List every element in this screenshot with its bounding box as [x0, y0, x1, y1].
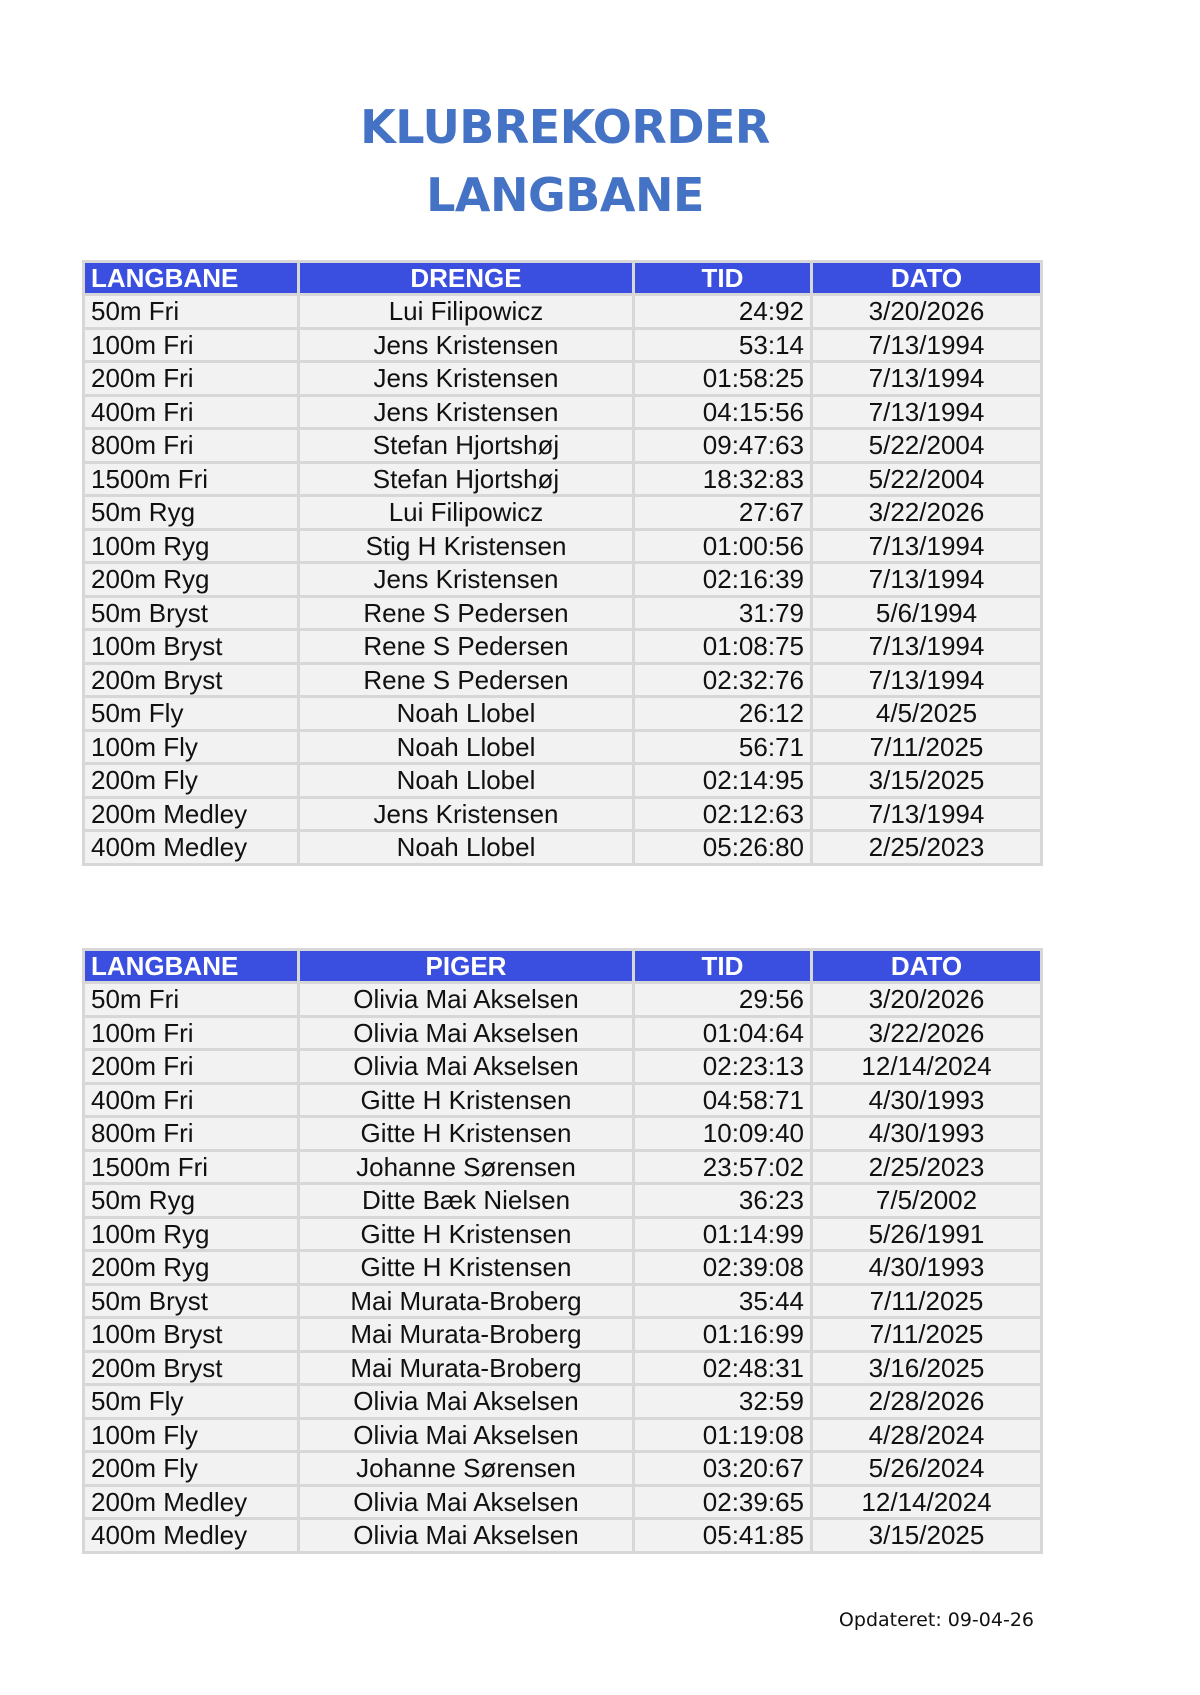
time-cell: 02:48:31 [634, 1351, 812, 1385]
date-cell: 5/6/1994 [812, 596, 1042, 630]
table-row [84, 831, 1042, 865]
date-cell: 12/14/2024 [812, 1485, 1042, 1519]
girls-records-table [82, 948, 1043, 1554]
table-row [84, 630, 1042, 664]
swimmer-cell: Mai Murata-Broberg [299, 1284, 634, 1318]
swimmer-cell: Olivia Mai Akselsen [299, 1385, 634, 1419]
time-cell: 05:26:80 [634, 831, 812, 865]
swimmer-cell: Jens Kristensen [299, 362, 634, 396]
table-row [84, 764, 1042, 798]
event-cell: 50m Ryg [84, 1184, 299, 1218]
swimmer-cell: Mai Murata-Broberg [299, 1351, 634, 1385]
table-row [84, 362, 1042, 396]
swimmer-cell: Noah Llobel [299, 764, 634, 798]
time-cell: 01:58:25 [634, 362, 812, 396]
event-cell: 1500m Fri [84, 1150, 299, 1184]
event-cell: 200m Ryg [84, 1251, 299, 1285]
swimmer-cell: Noah Llobel [299, 831, 634, 865]
time-cell: 09:47:63 [634, 429, 812, 463]
date-cell: 3/20/2026 [812, 983, 1042, 1017]
date-cell: 7/11/2025 [812, 730, 1042, 764]
column-header-date: DATO [812, 950, 1042, 983]
table-row [84, 496, 1042, 530]
event-cell: 200m Medley [84, 797, 299, 831]
table-row [84, 1519, 1042, 1553]
date-cell: 7/5/2002 [812, 1184, 1042, 1218]
swimmer-cell: Rene S Pedersen [299, 596, 634, 630]
event-cell: 50m Fri [84, 295, 299, 329]
time-cell: 01:00:56 [634, 529, 812, 563]
event-cell: 200m Bryst [84, 1351, 299, 1385]
event-cell: 50m Fri [84, 983, 299, 1017]
event-cell: 200m Fri [84, 1050, 299, 1084]
event-cell: 200m Fly [84, 764, 299, 798]
date-cell: 4/30/1993 [812, 1251, 1042, 1285]
table-row [84, 1452, 1042, 1486]
column-header-swimmer: DRENGE [299, 262, 634, 295]
date-cell: 5/22/2004 [812, 429, 1042, 463]
table-row [84, 1050, 1042, 1084]
date-cell: 4/30/1993 [812, 1117, 1042, 1151]
time-cell: 18:32:83 [634, 462, 812, 496]
time-cell: 31:79 [634, 596, 812, 630]
event-cell: 200m Fly [84, 1452, 299, 1486]
table-row [84, 1217, 1042, 1251]
date-cell: 3/16/2025 [812, 1351, 1042, 1385]
table-row [84, 1385, 1042, 1419]
swimmer-cell: Olivia Mai Akselsen [299, 1485, 634, 1519]
swimmer-cell: Olivia Mai Akselsen [299, 1016, 634, 1050]
table-row [84, 1016, 1042, 1050]
swimmer-cell: Gitte H Kristensen [299, 1217, 634, 1251]
event-cell: 800m Fri [84, 429, 299, 463]
time-cell: 04:15:56 [634, 395, 812, 429]
table-row [84, 1251, 1042, 1285]
event-cell: 50m Ryg [84, 496, 299, 530]
event-cell: 100m Bryst [84, 630, 299, 664]
page-title-line-2: LANGBANE [426, 168, 704, 222]
event-cell: 1500m Fri [84, 462, 299, 496]
time-cell: 01:16:99 [634, 1318, 812, 1352]
date-cell: 7/13/1994 [812, 797, 1042, 831]
updated-date: Opdateret: 09-04-26 [838, 1609, 1034, 1631]
swimmer-cell: Gitte H Kristensen [299, 1251, 634, 1285]
table-row [84, 429, 1042, 463]
date-cell: 4/5/2025 [812, 697, 1042, 731]
header-row [84, 262, 1042, 295]
swimmer-cell: Mai Murata-Broberg [299, 1318, 634, 1352]
table-row [84, 328, 1042, 362]
date-cell: 3/20/2026 [812, 295, 1042, 329]
time-cell: 02:12:63 [634, 797, 812, 831]
swimmer-cell: Lui Filipowicz [299, 496, 634, 530]
table-row [84, 797, 1042, 831]
date-cell: 12/14/2024 [812, 1050, 1042, 1084]
boys-records-table [82, 260, 1043, 866]
table-row [84, 1150, 1042, 1184]
date-cell: 7/13/1994 [812, 630, 1042, 664]
header-row [84, 950, 1042, 983]
time-cell: 02:32:76 [634, 663, 812, 697]
time-cell: 53:14 [634, 328, 812, 362]
date-cell: 7/13/1994 [812, 395, 1042, 429]
date-cell: 3/15/2025 [812, 764, 1042, 798]
time-cell: 01:04:64 [634, 1016, 812, 1050]
event-cell: 400m Medley [84, 831, 299, 865]
date-cell: 7/13/1994 [812, 529, 1042, 563]
swimmer-cell: Olivia Mai Akselsen [299, 1050, 634, 1084]
table-row [84, 697, 1042, 731]
table-row [84, 730, 1042, 764]
table-row [84, 1117, 1042, 1151]
event-cell: 100m Ryg [84, 1217, 299, 1251]
time-cell: 02:39:08 [634, 1251, 812, 1285]
time-cell: 01:19:08 [634, 1418, 812, 1452]
event-cell: 200m Bryst [84, 663, 299, 697]
column-header-time: TID [634, 262, 812, 295]
date-cell: 2/25/2023 [812, 1150, 1042, 1184]
date-cell: 2/25/2023 [812, 831, 1042, 865]
date-cell: 7/11/2025 [812, 1284, 1042, 1318]
time-cell: 01:14:99 [634, 1217, 812, 1251]
event-cell: 100m Ryg [84, 529, 299, 563]
date-cell: 7/13/1994 [812, 328, 1042, 362]
swimmer-cell: Jens Kristensen [299, 797, 634, 831]
table-row [84, 295, 1042, 329]
event-cell: 50m Fly [84, 697, 299, 731]
date-cell: 7/13/1994 [812, 362, 1042, 396]
time-cell: 35:44 [634, 1284, 812, 1318]
swimmer-cell: Noah Llobel [299, 697, 634, 731]
table-row [84, 1418, 1042, 1452]
time-cell: 29:56 [634, 983, 812, 1017]
event-cell: 200m Fri [84, 362, 299, 396]
table-row [84, 563, 1042, 597]
table-row [84, 1284, 1042, 1318]
column-header-event: LANGBANE [84, 262, 299, 295]
event-cell: 100m Fri [84, 1016, 299, 1050]
swimmer-cell: Rene S Pedersen [299, 663, 634, 697]
swimmer-cell: Jens Kristensen [299, 395, 634, 429]
time-cell: 27:67 [634, 496, 812, 530]
event-cell: 400m Medley [84, 1519, 299, 1553]
boys-table-body [84, 295, 1042, 865]
date-cell: 7/13/1994 [812, 663, 1042, 697]
time-cell: 02:39:65 [634, 1485, 812, 1519]
time-cell: 02:23:13 [634, 1050, 812, 1084]
date-cell: 5/26/2024 [812, 1452, 1042, 1486]
table-row [84, 983, 1042, 1017]
time-cell: 03:20:67 [634, 1452, 812, 1486]
date-cell: 7/13/1994 [812, 563, 1042, 597]
column-header-swimmer: PIGER [299, 950, 634, 983]
table-row [84, 1184, 1042, 1218]
swimmer-cell: Stefan Hjortshøj [299, 429, 634, 463]
swimmer-cell: Rene S Pedersen [299, 630, 634, 664]
event-cell: 100m Fri [84, 328, 299, 362]
event-cell: 50m Bryst [84, 1284, 299, 1318]
table-row [84, 462, 1042, 496]
girls-table-header [84, 950, 1042, 983]
time-cell: 32:59 [634, 1385, 812, 1419]
date-cell: 5/22/2004 [812, 462, 1042, 496]
table-row [84, 1318, 1042, 1352]
time-cell: 04:58:71 [634, 1083, 812, 1117]
column-header-date: DATO [812, 262, 1042, 295]
time-cell: 01:08:75 [634, 630, 812, 664]
swimmer-cell: Stefan Hjortshøj [299, 462, 634, 496]
event-cell: 200m Medley [84, 1485, 299, 1519]
time-cell: 26:12 [634, 697, 812, 731]
time-cell: 23:57:02 [634, 1150, 812, 1184]
swimmer-cell: Olivia Mai Akselsen [299, 1519, 634, 1553]
event-cell: 50m Bryst [84, 596, 299, 630]
table-row [84, 1485, 1042, 1519]
event-cell: 50m Fly [84, 1385, 299, 1419]
event-cell: 100m Fly [84, 730, 299, 764]
table-row [84, 529, 1042, 563]
swimmer-cell: Gitte H Kristensen [299, 1083, 634, 1117]
time-cell: 02:16:39 [634, 563, 812, 597]
time-cell: 02:14:95 [634, 764, 812, 798]
column-header-time: TID [634, 950, 812, 983]
swimmer-cell: Johanne Sørensen [299, 1150, 634, 1184]
swimmer-cell: Noah Llobel [299, 730, 634, 764]
time-cell: 24:92 [634, 295, 812, 329]
date-cell: 4/28/2024 [812, 1418, 1042, 1452]
date-cell: 2/28/2026 [812, 1385, 1042, 1419]
date-cell: 3/15/2025 [812, 1519, 1042, 1553]
swimmer-cell: Jens Kristensen [299, 563, 634, 597]
date-cell: 4/30/1993 [812, 1083, 1042, 1117]
swimmer-cell: Johanne Sørensen [299, 1452, 634, 1486]
event-cell: 100m Bryst [84, 1318, 299, 1352]
date-cell: 3/22/2026 [812, 1016, 1042, 1050]
swimmer-cell: Stig H Kristensen [299, 529, 634, 563]
event-cell: 800m Fri [84, 1117, 299, 1151]
table-row [84, 663, 1042, 697]
column-header-event: LANGBANE [84, 950, 299, 983]
swimmer-cell: Lui Filipowicz [299, 295, 634, 329]
boys-table-header [84, 262, 1042, 295]
event-cell: 400m Fri [84, 395, 299, 429]
event-cell: 400m Fri [84, 1083, 299, 1117]
swimmer-cell: Jens Kristensen [299, 328, 634, 362]
date-cell: 7/11/2025 [812, 1318, 1042, 1352]
time-cell: 56:71 [634, 730, 812, 764]
swimmer-cell: Ditte Bæk Nielsen [299, 1184, 634, 1218]
girls-table-body [84, 983, 1042, 1553]
table-row [84, 1083, 1042, 1117]
time-cell: 36:23 [634, 1184, 812, 1218]
date-cell: 3/22/2026 [812, 496, 1042, 530]
table-row [84, 395, 1042, 429]
event-cell: 100m Fly [84, 1418, 299, 1452]
date-cell: 5/26/1991 [812, 1217, 1042, 1251]
table-row [84, 1351, 1042, 1385]
swimmer-cell: Olivia Mai Akselsen [299, 983, 634, 1017]
swimmer-cell: Olivia Mai Akselsen [299, 1418, 634, 1452]
time-cell: 10:09:40 [634, 1117, 812, 1151]
table-row [84, 596, 1042, 630]
event-cell: 200m Ryg [84, 563, 299, 597]
time-cell: 05:41:85 [634, 1519, 812, 1553]
swimmer-cell: Gitte H Kristensen [299, 1117, 634, 1151]
page-title-line-1: KLUBREKORDER [360, 100, 770, 154]
